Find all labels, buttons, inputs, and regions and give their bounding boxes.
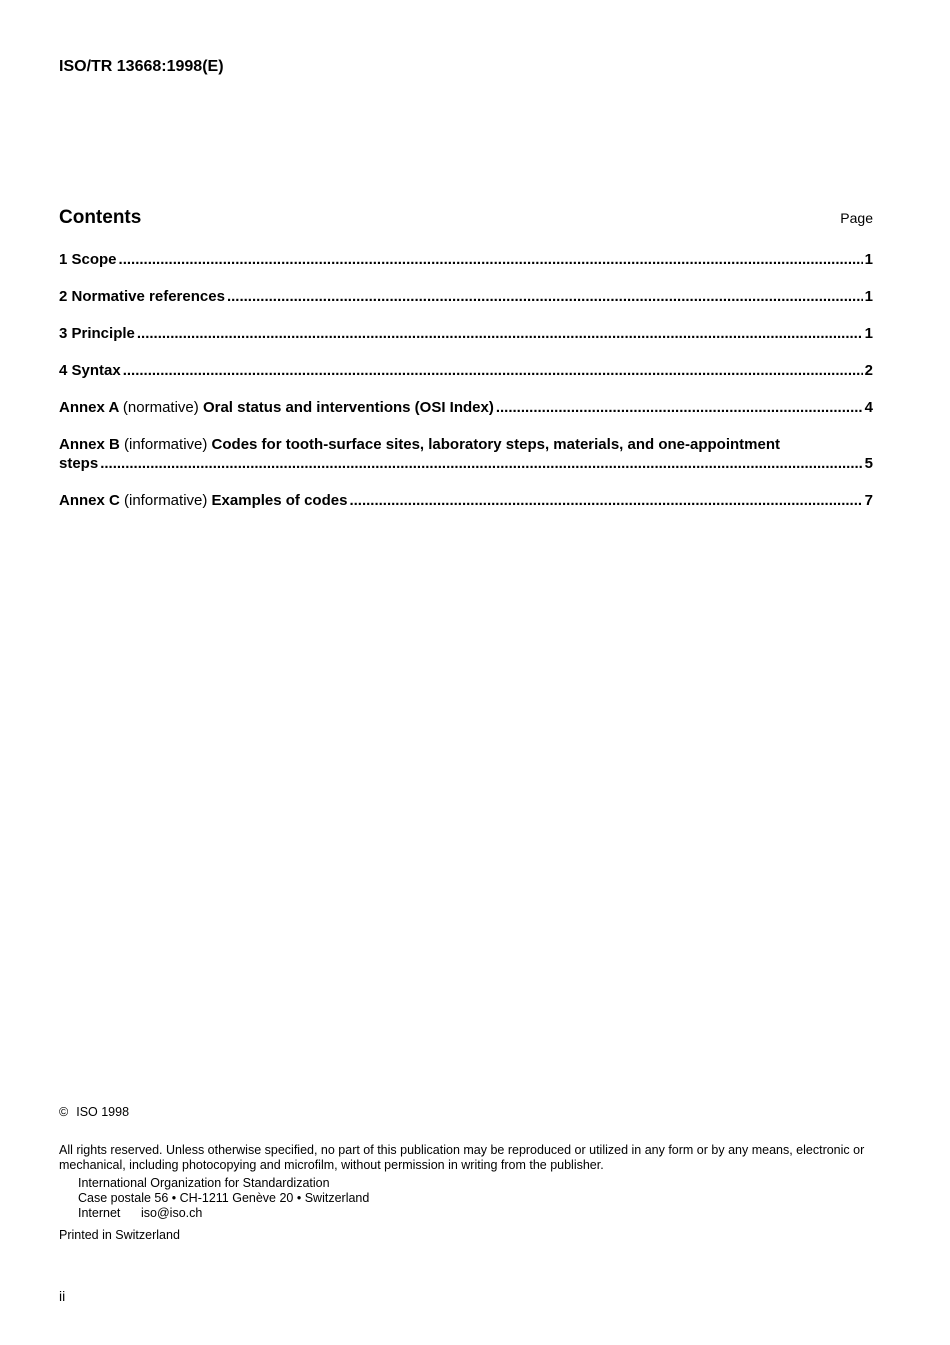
toc-leader-dots — [123, 361, 863, 380]
org-name: International Organization for Standardization — [78, 1176, 330, 1190]
toc-entry-title[interactable]: 4 Syntax — [59, 362, 121, 379]
copyright-text: ISO 1998 — [76, 1105, 130, 1119]
toc-entry-title[interactable] — [59, 491, 347, 510]
toc-entry-principle[interactable] — [59, 324, 873, 343]
annex-title: Codes for tooth-surface sites, laboratory steps, materials, and one-appointment — [211, 436, 780, 453]
rights-block — [59, 1143, 879, 1221]
toc-entry-page: 1 — [864, 288, 873, 305]
copyright-line — [59, 1105, 879, 1120]
annex-type: (informative) — [124, 436, 208, 453]
annex-label: Annex A — [59, 399, 119, 416]
toc-entry-annex-c[interactable] — [59, 491, 873, 510]
annex-label: Annex B — [59, 436, 120, 453]
toc-entry-title[interactable]: 3 Principle — [59, 325, 135, 342]
toc-entry-title[interactable] — [59, 435, 873, 454]
page-column-label: Page — [840, 210, 873, 226]
toc-leader-dots — [137, 324, 863, 343]
toc-entry-page: 1 — [864, 325, 873, 342]
toc-entry-page: 5 — [864, 455, 873, 472]
toc-entry-page: 1 — [864, 251, 873, 268]
toc-entry-title[interactable]: 1 Scope — [59, 251, 117, 268]
annex-title: Examples of codes — [211, 492, 348, 509]
toc-entry-annex-a[interactable] — [59, 398, 873, 417]
toc-leader-dots — [496, 398, 863, 417]
toc-entry-title[interactable] — [59, 398, 494, 417]
toc-entry-normative-references[interactable] — [59, 287, 873, 306]
copyright-icon: © — [59, 1105, 69, 1119]
contents-title: Contents — [59, 207, 142, 228]
toc-entry-syntax[interactable] — [59, 361, 873, 380]
toc-entry-page: 4 — [864, 399, 873, 416]
toc-leader-dots — [349, 491, 862, 510]
org-address: Case postale 56 • CH-1211 Genève 20 • Switzerland — [78, 1191, 370, 1205]
annex-type: (informative) — [124, 492, 208, 509]
table-of-contents — [59, 250, 873, 528]
toc-entry-scope[interactable] — [59, 250, 873, 269]
page-number: ii — [59, 1288, 66, 1304]
annex-type: (normative) — [122, 399, 199, 416]
toc-entry-title-continued[interactable]: steps — [59, 455, 99, 472]
internet-line — [78, 1206, 879, 1221]
printed-in: Printed in Switzerland — [59, 1228, 180, 1242]
contents-header — [59, 207, 873, 229]
toc-leader-dots — [100, 454, 862, 473]
toc-entry-annex-b[interactable] — [59, 435, 873, 473]
toc-leader-dots — [119, 250, 863, 269]
annex-label: Annex C — [59, 492, 120, 509]
rights-text: All rights reserved. Unless otherwise specified, no part of this publication may be reproduced or utilized in any form or by any means, electronic or mechanical, including photocopying and microfilm, without permission in writing from the publisher. — [59, 1143, 865, 1172]
toc-entry-title[interactable]: 2 Normative references — [59, 288, 225, 305]
organization-address — [78, 1176, 879, 1221]
annex-title: Oral status and interventions (OSI Index) — [202, 399, 494, 416]
internet-label: Internet — [78, 1206, 121, 1220]
internet-email[interactable]: iso@iso.ch — [141, 1206, 203, 1220]
toc-leader-dots — [227, 287, 863, 306]
toc-entry-page: 2 — [864, 362, 873, 379]
document-id: ISO/TR 13668:1998(E) — [59, 58, 224, 75]
toc-entry-page: 7 — [864, 492, 873, 509]
